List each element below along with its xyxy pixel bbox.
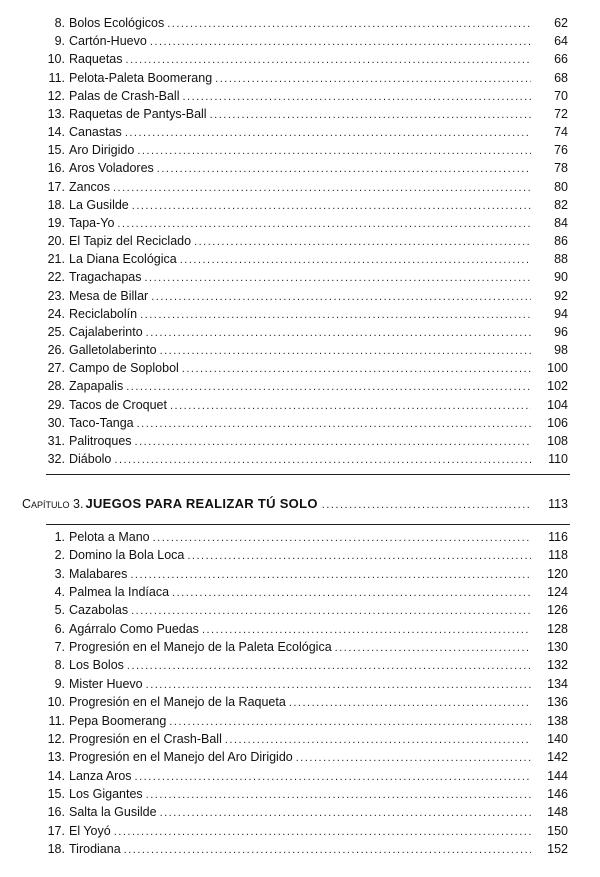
toc-entry[interactable]: [0, 14, 600, 32]
entry-page-number: 86: [554, 234, 568, 249]
entry-line: [69, 196, 531, 215]
entry-line: [69, 268, 531, 287]
divider-top: [46, 474, 570, 475]
entry-page-number: 84: [554, 215, 568, 230]
dot-leader: [169, 713, 531, 731]
entry-page-number: 118: [548, 548, 568, 563]
entry-number: 15.: [47, 786, 65, 801]
entry-title: El Tapiz del Reciclado: [69, 234, 192, 249]
entry-page-number: 100: [547, 361, 568, 376]
entry-title: Salta la Gusilde: [69, 805, 157, 820]
entry-line: [69, 87, 531, 106]
entry-line: [69, 546, 531, 565]
toc-entry[interactable]: [0, 250, 600, 268]
entry-page-number: 130: [547, 640, 568, 655]
dot-leader: [153, 529, 531, 547]
toc-entry[interactable]: [0, 767, 600, 785]
entry-title: Progresión en el Manejo del Aro Dirigido: [69, 750, 293, 765]
entry-number: 16.: [47, 161, 65, 176]
dot-leader: [182, 360, 531, 378]
entry-line: [69, 822, 531, 841]
entry-number: 24.: [47, 306, 65, 321]
entry-page-number: 102: [547, 379, 568, 394]
entry-page-number: 88: [554, 252, 568, 267]
toc-entry[interactable]: [0, 730, 600, 748]
entry-number: 13.: [47, 106, 65, 121]
entry-title: Palmea la Indíaca: [69, 585, 170, 600]
entry-page-number: 144: [547, 768, 568, 783]
entry-title: Malabares: [69, 566, 128, 581]
entry-page-number: 138: [547, 713, 568, 728]
entry-number: 18.: [47, 841, 65, 856]
toc-entry[interactable]: [0, 620, 600, 638]
toc-entry[interactable]: [0, 803, 600, 821]
entry-line: [69, 32, 531, 51]
entry-title: Zancos: [69, 179, 110, 194]
entry-line: [69, 69, 531, 88]
entry-page-number: 76: [554, 143, 568, 158]
entry-line: [69, 123, 531, 142]
entry-title: Lanza Aros: [69, 768, 132, 783]
entry-title: Pelota-Paleta Boomerang: [69, 70, 213, 85]
entry-line: [69, 638, 531, 657]
toc-entry[interactable]: [0, 656, 600, 674]
entry-line: [69, 785, 531, 804]
entry-number: 14.: [47, 768, 65, 783]
entry-title: Diábolo: [69, 452, 112, 467]
toc-entry[interactable]: [0, 32, 600, 50]
entry-line: [69, 450, 531, 469]
entry-line: [69, 377, 531, 396]
chapter-title: JUEGOS PARA REALIZAR TÚ SOLO: [85, 496, 318, 511]
entry-title: Mister Huevo: [69, 676, 143, 691]
entry-number: 15.: [47, 143, 65, 158]
dot-leader: [135, 768, 531, 786]
entry-number: 22.: [47, 270, 65, 285]
chapter-page-number: 113: [548, 497, 568, 511]
entry-line: [69, 712, 531, 731]
dot-leader: [150, 33, 531, 51]
entry-page-number: 132: [547, 658, 568, 673]
entry-title: Raquetas: [69, 52, 123, 67]
entry-line: [69, 178, 531, 197]
entry-number: 17.: [47, 179, 65, 194]
entry-number: 21.: [47, 252, 65, 267]
entry-line: [69, 840, 531, 859]
dot-leader: [225, 731, 531, 749]
entry-title: La Diana Ecológica: [69, 252, 177, 267]
entry-page-number: 142: [547, 750, 568, 765]
entry-page-number: 136: [547, 695, 568, 710]
toc-entry[interactable]: [0, 159, 600, 177]
divider-bottom: [46, 524, 570, 525]
toc-entry[interactable]: [0, 638, 600, 656]
entry-page-number: 108: [547, 433, 568, 448]
entry-number: 12.: [47, 731, 65, 746]
entry-number: 27.: [47, 361, 65, 376]
toc-entry[interactable]: [0, 287, 600, 305]
dot-leader: [151, 288, 531, 306]
entry-line: [69, 528, 531, 547]
entry-title: Bolos Ecológicos: [69, 16, 165, 30]
entry-title: Los Gigantes: [69, 786, 143, 801]
entry-number: 10.: [47, 695, 65, 710]
entry-page-number: 66: [554, 52, 568, 67]
entry-page-number: 146: [547, 786, 568, 801]
entry-line: [69, 748, 531, 767]
entry-title: Progresión en el Manejo de la Paleta Ecológica: [69, 640, 332, 655]
entry-number: 8.: [54, 658, 65, 673]
toc-entry[interactable]: [0, 840, 600, 858]
entry-title: Raquetas de Pantys-Ball: [69, 106, 207, 121]
dot-leader: [180, 251, 531, 269]
toc-entry[interactable]: [0, 601, 600, 619]
dot-leader: [215, 70, 531, 88]
entry-line: [69, 414, 531, 433]
entry-line: [69, 232, 531, 251]
dot-leader: [124, 841, 531, 859]
dot-leader: [210, 106, 531, 124]
entry-title: La Gusilde: [69, 197, 129, 212]
dot-leader: [137, 415, 531, 433]
dot-leader: [146, 676, 531, 694]
entry-title: Mesa de Billar: [69, 288, 149, 303]
dot-leader: [137, 142, 531, 160]
entry-page-number: 80: [554, 179, 568, 194]
dot-leader: [140, 306, 531, 324]
entry-number: 8.: [54, 16, 65, 30]
entry-title: Cazabolas: [69, 603, 129, 618]
entry-number: 26.: [47, 343, 65, 358]
toc-entry[interactable]: [0, 268, 600, 286]
dot-leader: [130, 566, 531, 584]
entry-number: 4.: [54, 585, 65, 600]
entry-line: [69, 803, 531, 822]
dot-leader: [146, 324, 531, 342]
toc-entry[interactable]: [0, 675, 600, 693]
entry-title: Palas de Crash-Ball: [69, 88, 180, 103]
toc-entry[interactable]: [0, 141, 600, 159]
entry-line: [69, 323, 531, 342]
entry-page-number: 74: [554, 125, 568, 140]
dot-leader: [160, 342, 531, 360]
entry-title: Aros Voladores: [69, 161, 154, 176]
entry-number: 9.: [54, 34, 65, 49]
entry-title: Aro Dirigido: [69, 143, 135, 158]
entry-line: [69, 693, 531, 712]
entry-number: 10.: [47, 52, 65, 67]
entry-page-number: 64: [554, 34, 568, 49]
entry-number: 16.: [47, 805, 65, 820]
entry-page-number: 72: [554, 106, 568, 121]
entry-page-number: 82: [554, 197, 568, 212]
entry-line: [69, 359, 531, 378]
dot-leader: [170, 397, 531, 415]
entry-line: [69, 583, 531, 602]
dot-leader: [117, 215, 531, 233]
entry-line: [69, 305, 531, 324]
entry-number: 29.: [47, 397, 65, 412]
entry-page-number: 78: [554, 161, 568, 176]
entry-page-number: 104: [547, 397, 568, 412]
dot-leader: [132, 197, 531, 215]
toc-entry[interactable]: [0, 232, 600, 250]
entry-title: Domino la Bola Loca: [69, 548, 185, 563]
entry-number: 2.: [54, 548, 65, 563]
entry-title: Campo de Soplobol: [69, 361, 179, 376]
entry-page-number: 90: [554, 270, 568, 285]
entry-number: 5.: [54, 603, 65, 618]
entry-number: 25.: [47, 324, 65, 339]
toc-entry[interactable]: [0, 822, 600, 840]
entry-line: [69, 287, 531, 306]
entry-line: [69, 730, 531, 749]
toc-entry[interactable]: [0, 712, 600, 730]
toc-entry[interactable]: [0, 396, 600, 414]
entry-title: Taco-Tanga: [69, 415, 134, 430]
entry-line: [69, 159, 531, 178]
entry-page-number: 62: [554, 16, 568, 30]
dot-leader: [114, 451, 531, 469]
entry-line: [69, 50, 531, 69]
entry-title: Palitroques: [69, 433, 132, 448]
dot-leader: [131, 602, 531, 620]
toc-entry[interactable]: [0, 69, 600, 87]
entry-page-number: 128: [547, 621, 568, 636]
entry-title: Pelota a Mano: [69, 530, 150, 544]
entry-page-number: 134: [547, 676, 568, 691]
entry-title: Canastas: [69, 125, 122, 140]
entry-page-number: 110: [548, 452, 568, 467]
dot-leader: [167, 15, 531, 33]
entry-number: 6.: [54, 621, 65, 636]
toc-entry[interactable]: [0, 693, 600, 711]
entry-number: 19.: [47, 215, 65, 230]
entry-line: [69, 432, 531, 451]
toc-entry[interactable]: [0, 214, 600, 232]
dot-leader: [146, 786, 531, 804]
dot-leader: [126, 51, 531, 69]
entry-number: 32.: [47, 452, 65, 467]
entry-number: 11.: [48, 70, 65, 85]
entry-number: 13.: [47, 750, 65, 765]
toc-entry[interactable]: [0, 377, 600, 395]
entry-number: 9.: [54, 676, 65, 691]
entry-page-number: 120: [547, 566, 568, 581]
toc-entry[interactable]: [0, 105, 600, 123]
entry-title: Agárralo Como Puedas: [69, 621, 199, 636]
entry-page-number: 96: [554, 324, 568, 339]
dot-leader: [135, 433, 531, 451]
toc-entry[interactable]: [0, 178, 600, 196]
toc-entry[interactable]: [0, 450, 600, 468]
entry-line: [69, 341, 531, 360]
entry-number: 11.: [48, 713, 65, 728]
entry-number: 28.: [47, 379, 65, 394]
dot-leader: [145, 269, 532, 287]
entry-title: Los Bolos: [69, 658, 124, 673]
dot-leader: [335, 639, 531, 657]
entry-line: [69, 250, 531, 269]
toc-entry[interactable]: [0, 123, 600, 141]
entry-page-number: 148: [547, 805, 568, 820]
dot-leader: [194, 233, 531, 251]
entry-line: [69, 214, 531, 233]
entry-line: [69, 620, 531, 639]
dot-leader: [125, 124, 531, 142]
entry-line: [69, 396, 531, 415]
entry-title: Cajalaberinto: [69, 324, 143, 339]
dot-leader: [114, 823, 531, 841]
entry-page-number: 94: [554, 306, 568, 321]
dot-leader: [127, 657, 531, 675]
toc-entry[interactable]: [0, 341, 600, 359]
toc-entry[interactable]: [0, 323, 600, 341]
chapter-label: Capítulo 3.: [22, 497, 84, 511]
entry-title: Tapa-Yo: [69, 215, 115, 230]
entry-title: Tacos de Croquet: [69, 397, 167, 412]
entry-page-number: 68: [554, 70, 568, 85]
entry-title: Galletolaberinto: [69, 343, 157, 358]
toc-entry[interactable]: [0, 196, 600, 214]
toc-entry[interactable]: [0, 528, 600, 546]
entry-line: [69, 565, 531, 584]
entry-title: Tragachapas: [69, 270, 142, 285]
dot-leader: [160, 804, 531, 822]
toc-entry[interactable]: [0, 414, 600, 432]
dot-leader: [172, 584, 531, 602]
entry-number: 7.: [54, 640, 65, 655]
entry-line: [69, 141, 531, 160]
entry-title: Zapapalis: [69, 379, 124, 394]
dot-leader: [187, 547, 531, 565]
entry-page-number: 126: [547, 603, 568, 618]
entry-title: Pepa Boomerang: [69, 713, 167, 728]
entry-number: 17.: [47, 823, 65, 838]
dot-leader: [296, 749, 531, 767]
entry-page-number: 70: [554, 88, 568, 103]
entry-number: 14.: [47, 125, 65, 140]
dot-leader: [113, 179, 531, 197]
entry-page-number: 150: [547, 823, 568, 838]
entry-line: [69, 675, 531, 694]
entry-number: 18.: [47, 197, 65, 212]
entry-title: Tirodiana: [69, 841, 121, 856]
entry-page-number: 140: [547, 731, 568, 746]
dot-leader: [289, 694, 531, 712]
entry-number: 31.: [47, 433, 65, 448]
entry-title: Progresión en el Manejo de la Raqueta: [69, 695, 286, 710]
toc-entry[interactable]: [0, 748, 600, 766]
dot-leader: [126, 378, 531, 396]
entry-number: 12.: [47, 88, 65, 103]
entry-title: Progresión en el Crash-Ball: [69, 731, 222, 746]
toc-entry[interactable]: [0, 432, 600, 450]
entry-title: Reciclabolín: [69, 306, 138, 321]
entry-title: Cartón-Huevo: [69, 34, 147, 49]
dot-leader: [322, 494, 532, 516]
toc-entry[interactable]: [0, 87, 600, 105]
toc-entry[interactable]: [0, 359, 600, 377]
entry-line: [69, 656, 531, 675]
entry-page-number: 98: [554, 343, 568, 358]
toc-entry[interactable]: [0, 546, 600, 564]
toc-entry[interactable]: [0, 583, 600, 601]
entry-line: [69, 601, 531, 620]
entry-line: [69, 105, 531, 124]
entry-title: El Yoyó: [69, 823, 111, 838]
entry-line: [69, 767, 531, 786]
chapter-entry: [22, 493, 532, 516]
entry-page-number: 92: [554, 288, 568, 303]
toc-entry[interactable]: [0, 565, 600, 583]
entry-number: 23.: [47, 288, 65, 303]
entry-page-number: 124: [547, 585, 568, 600]
dot-leader: [182, 88, 531, 106]
entry-page-number: 116: [548, 530, 568, 544]
entry-page-number: 152: [547, 841, 568, 856]
entry-number: 3.: [54, 566, 65, 581]
dot-leader: [157, 160, 531, 178]
toc-entry[interactable]: [0, 305, 600, 323]
chapter-heading[interactable]: [0, 493, 600, 515]
entry-number: 20.: [47, 234, 65, 249]
dot-leader: [202, 621, 531, 639]
toc-entry[interactable]: [0, 785, 600, 803]
entry-page-number: 106: [547, 415, 568, 430]
entry-line: [69, 14, 531, 33]
toc-entry[interactable]: [0, 50, 600, 68]
entry-number: 30.: [47, 415, 65, 430]
entry-number: 1.: [54, 530, 65, 544]
